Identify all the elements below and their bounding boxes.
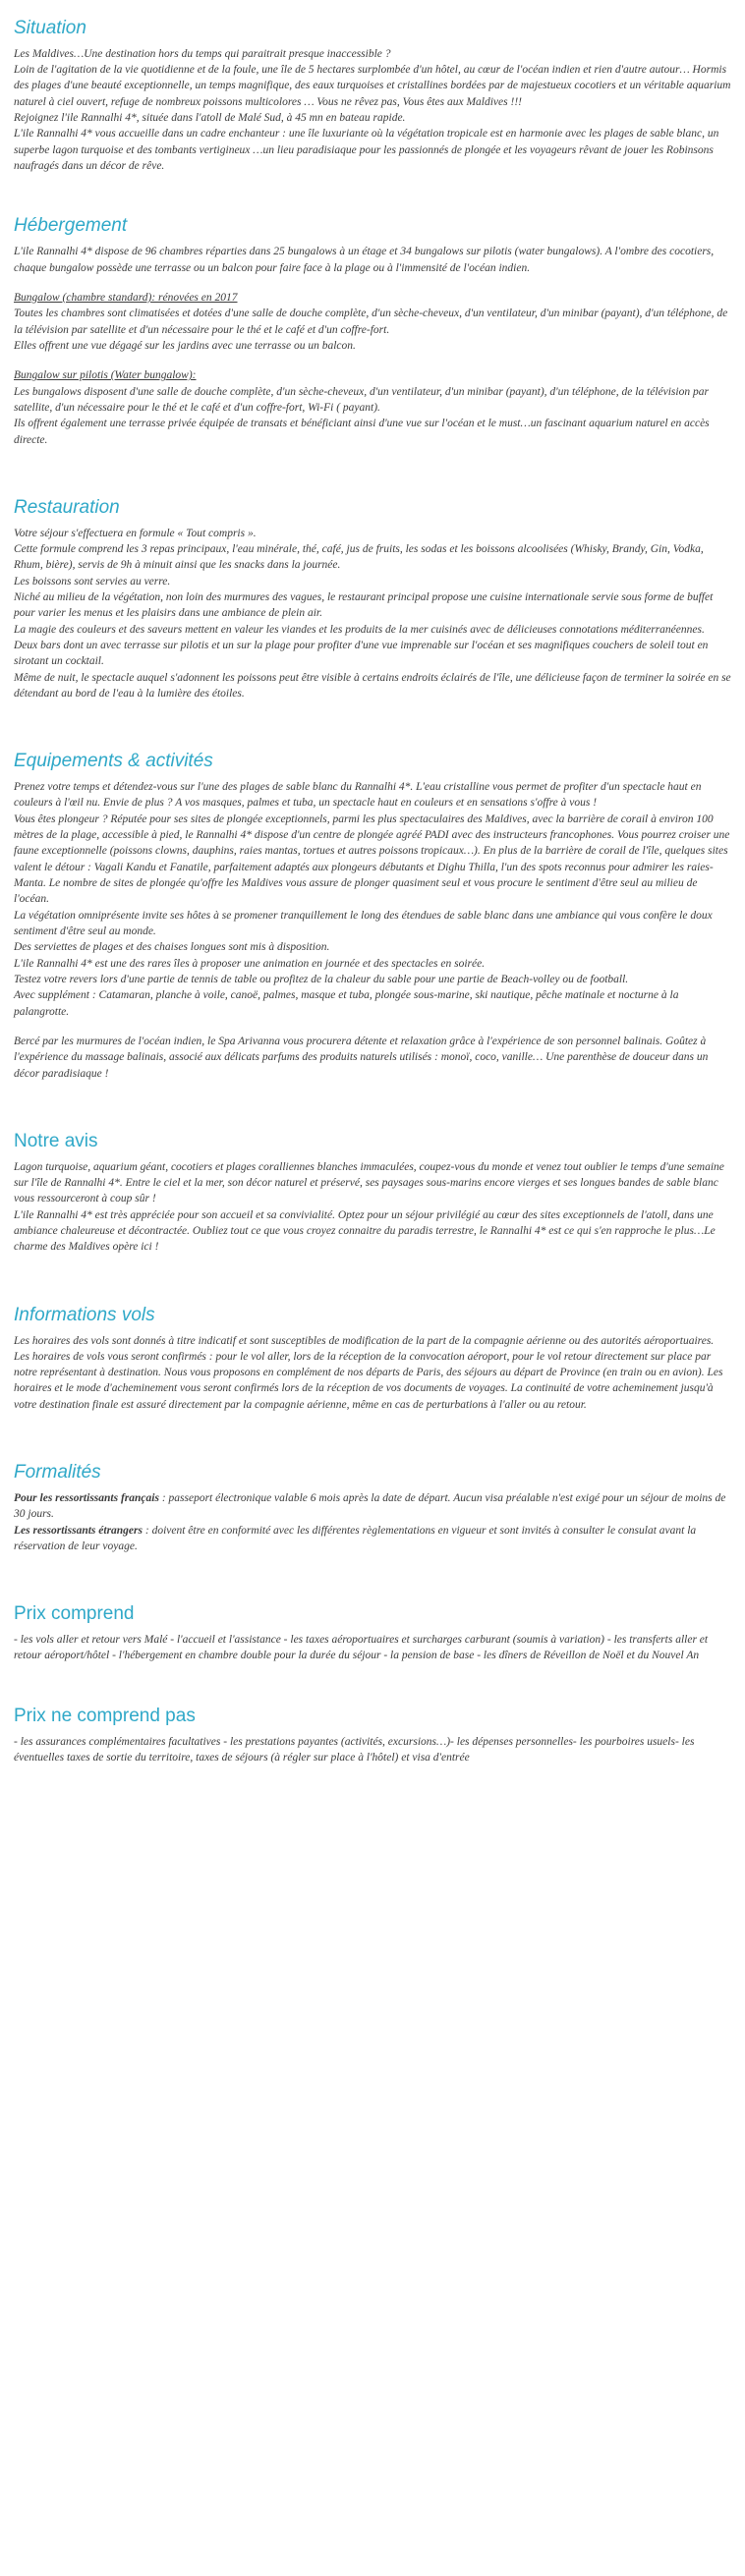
paragraph: La végétation omniprésente invite ses hôtes à se promener tranquillement le long des étendues de sable blanc dans une ambiance qui vous confère le doux sentiment d'être seul au monde. [14, 909, 713, 937]
section-title-prix-comprend: Prix comprend [14, 1603, 135, 1625]
section-title-hebergement: Hébergement [14, 215, 128, 237]
spacer [14, 354, 731, 367]
spacer [14, 276, 731, 290]
paragraph: L'ile Rannalhi 4* est une des rares îles à proposer une animation en journée et des spectacles en soirée. [14, 957, 486, 970]
spacer [14, 1432, 731, 1462]
paragraph: L'ile Rannalhi 4* dispose de 96 chambres réparties dans 25 bungalows à un étage et 34 bungalows sur pilotis (water bungalows). A l'ombre des cocotiers, chaque bungalow possède une terrasse ou un balcon pour faire face à la plage ou à l'immensité de l'océan indien. [14, 246, 715, 274]
paragraph: Bercé par les murmures de l'océan indien, le Spa Arivanna vous procurera détente et relaxation grâce à l'expérience de son personnel balinais. Goûtez à l'expérience du massage balinais, associé aux délicats parfums des produits naturels utilisés : monoï, coco, vanille… Une parenthèse de douceur dans un décor paradisiaque ! [14, 1035, 709, 1080]
paragraph: L'ile Rannalhi 4* est très appréciée pour son accueil et sa convivialité. Optez pour un séjour privilégié au cœur des sites exceptionnels de l'atoll, dans une ambiance chaleureuse et décontractée. Oubliez tout ce que vous croyez connaitre du paradis terrestre, le Rannalhi 4* est ce qui s'en rapproche le plus…Le charme des Maldives opère ici ! [14, 1208, 716, 1254]
section-notre-avis [14, 1131, 731, 1256]
spacer [14, 194, 731, 215]
paragraph: Ils offrent également une terrasse privée équipée de transats et bénéficiant ainsi d'une vue sur l'océan et le must…un fascinant aquarium naturel en accès directe. [14, 418, 710, 446]
paragraph: Les horaires des vols sont donnés à titre indicatif et sont susceptibles de modification de la part de la compagnie aérienne ou des autorités aéroportuaires. Les horaires de vols vous seront confirmés : pour le vol aller, lors de la réception de la convocation aéroport, pour le vol retour directement sur place par notre représentant à destination. Nous vous proposons en complément de nos départs de Paris, des séjours au départ de Province (en train ou en avion). Les horaires et le mode d'acheminement vous seront confirmés lors de la réception de vos documents de voyages. La continuité de votre acheminement jusqu'à votre destination finale est assuré directement par la compagnie aérienne, même en cas de perturbations à l'aller ou au retour. [14, 1334, 723, 1411]
subsection-heading-bungalow-standard: Bungalow (chambre standard): rénovées en 2017 [14, 291, 238, 304]
paragraph: Elles offrent une vue dégagé sur les jardins avec une terrasse ou un balcon. [14, 339, 356, 352]
paragraph: Les bungalows disposent d'une salle de douche complète, d'un sèche-cheveux, d'un ventilateur, d'un minibar (payant), d'un téléphone, de la télévision par satellite, d'un nécessaire pour le thé et le café et d'un coffre-fort, Wi-Fi ( payant). [14, 385, 709, 414]
paragraph: Deux bars dont un avec terrasse sur pilotis et un sur la plage pour profiter d'une vue imprenable sur l'océan et ses magnifiques couchers de soleil tout en sirotant un cocktail. [14, 639, 709, 668]
section-informations-vols [14, 1305, 731, 1413]
spacer [14, 1101, 731, 1131]
paragraph: Pour les ressortissants français : passeport électronique valable 6 mois après la date de départ. Aucun visa préalable n'est exigé pour un séjour de moins de 30 jours. [14, 1491, 726, 1521]
section-title-prix-ne-comprend-pas: Prix ne comprend pas [14, 1705, 196, 1726]
section-title-restauration: Restauration [14, 496, 120, 518]
spacer [14, 721, 731, 751]
spacer [14, 1574, 731, 1603]
paragraph: Les boissons sont servies au verre. [14, 575, 171, 588]
spacer [14, 1020, 731, 1034]
section-title-formalites: Formalités [14, 1462, 101, 1484]
paragraph: Toutes les chambres sont climatisées et dotées d'une salle de douche complète, d'un sèche-cheveux, d'un ventilateur, d'un minibar (payant), d'un téléphone, de la télévision par satellite et d'un nécessaire pour le thé et le café et d'un coffre-fort. [14, 308, 728, 336]
section-title-notre-avis: Notre avis [14, 1130, 98, 1151]
paragraph: Avec supplément : Catamaran, planche à voile, canoë, palmes, masque et tuba, plongée sous-marine, ski nautique, pêche matinale et nocturne à la palangrotte. [14, 989, 679, 1018]
section-title-equipements: Equipements & activités [14, 751, 213, 772]
section-situation [14, 18, 731, 174]
paragraph: L'ile Rannalhi 4* vous accueille dans un cadre enchanteur : une île luxuriante où la végétation tropicale est en harmonie avec les plages de sable blanc, un superbe lagon turquoise et des tombants vertigineux …un lieu paradisiaque pour les passionnés de plongée et les voyageurs rêvant de jouer les Robinsons naufragés dans un décor de rêve. [14, 128, 719, 173]
paragraph: Testez votre revers lors d'une partie de tennis de table ou profitez de la chaleur du sable pour une partie de Beach-volley ou de football. [14, 973, 629, 985]
paragraph: - les vols aller et retour vers Malé - l'accueil et l'assistance - les taxes aéroportuaires et surcharges carburant (soumis à variation) - les transferts aller et retour aéroport/hôtel - l'hébergement en chambre double pour la durée du séjour - la pension de base - les dîners de Réveillon de Noël et du Nouvel An [14, 1634, 709, 1662]
section-title-informations-vols: Informations vols [14, 1304, 155, 1325]
section-formalites [14, 1462, 731, 1554]
section-title-situation: Situation [14, 18, 86, 38]
spacer [14, 1275, 731, 1305]
section-restauration [14, 497, 731, 701]
paragraph: Les ressortissants étrangers : doivent être en conformité avec les différentes règlementations en vigueur et sont invités à consulter le consulat avant la réservation de leur voyage. [14, 1524, 697, 1552]
paragraph: Lagon turquoise, aquarium géant, cocotiers et plages coralliennes blanches immaculées, coupez-vous du monde et venez tout oublier le temps d'une semaine sur l'île de Rannalhi 4*. Entre le ciel et la mer, son décor naturel et préservé, ses paysages sous-marins encore vierges et ses longues bandes de sable blanc vous ressourceront à coup sûr ! [14, 1160, 724, 1205]
subsection-heading-water-bungalow: Bungalow sur pilotis (Water bungalow): [14, 369, 197, 382]
paragraph: Rejoignez l'ile Rannalhi 4*, située dans l'atoll de Malé Sud, à 45 mn en bateau rapide. [14, 112, 406, 125]
spacer [14, 1684, 731, 1706]
paragraph: Niché au milieu de la végétation, non loin des murmures des vagues, le restaurant principal propose une cuisine internationale servie sous forme de buffet pour varier les menus et les plaisirs dans une ambiance de plein air. [14, 590, 714, 620]
paragraph: Vous êtes plongeur ? Réputée pour ses sites de plongée exceptionnels, parmi les plus spectaculaires des Maldives, avec la barrière de corail à environ 100 mètres de la plage, accessible à pied, le Rannalhi 4* dispose d'un centre de plongée agréé PADI avec des instructeurs francophones. Vous pourrez croiser une faune exceptionnelle (poissons clowns, dauphins, raies mantas, tortues et autres poissons tropicaux…). En plus de la barrière de corail de l'île, quelques sites valent le détour : Vagali Kandu et Fanatile, parfaitement adaptés aux plongeurs débutants et Dighu Thilla, l'un des spots reconnus pour admirer les raies-Manta. Le nombre de sites de plongée qu'offre les Maldives vous assure de plonger quasiment seul et vous procure le sentiment d'être seul au milieu de l'océan. [14, 812, 730, 906]
paragraph: Votre séjour s'effectuera en formule « Tout compris ». [14, 527, 257, 539]
section-prix-ne-comprend-pas [14, 1706, 731, 1765]
paragraph: Les Maldives…Une destination hors du temps qui paraitrait presque inaccessible ? [14, 47, 391, 60]
section-hebergement [14, 215, 731, 447]
spacer [14, 468, 731, 497]
paragraph: Des serviettes de plages et des chaises longues sont mis à disposition. [14, 941, 330, 954]
paragraph: Loin de l'agitation de la vie quotidienne et de la foule, une île de 5 hectares surplombée d'un hôtel, au cœur de l'océan indien et rien d'autre autour… Hormis des plages d'une beauté exceptionnelle, un temps magnifique, des eaux turquoises et cristallines bordées par de majestueux cocotiers et un véritable aquarium naturel à ciel ouvert, refuge de nombreux poissons multicolores … Vous ne rêvez pas, Vous êtes aux Maldives !!! [14, 64, 731, 108]
paragraph: Même de nuit, le spectacle auquel s'adonnent les poissons peut être visible à certains endroits éclairés de l'île, une délicieuse façon de terminer la soirée en se détendant au bord de l'eau à la lumière des étoiles. [14, 671, 731, 700]
paragraph: Prenez votre temps et détendez-vous sur l'une des plages de sable blanc du Rannalhi 4*. L'eau cristalline vous permet de profiter d'un spectacle haut en couleurs à l'œil nu. Envie de plus ? A vos masques, palmes et tuba, un spectacle haut en couleurs et en sensations s'offre à vous ! [14, 781, 702, 810]
section-equipements [14, 751, 731, 1082]
paragraph: La magie des couleurs et des saveurs mettent en valeur les viandes et les produits de la mer cuisinés avec de délicieuses connotations méditerranéennes. [14, 623, 705, 636]
section-prix-comprend [14, 1603, 731, 1663]
paragraph: Cette formule comprend les 3 repas principaux, l'eau minérale, thé, café, jus de fruits, les sodas et les boissons alcoolisées (Whisky, Brandy, Gin, Vodka, Rhum, bière), servis de 9h à minuit ainsi que les snacks dans la journée. [14, 542, 704, 572]
paragraph: - les assurances complémentaires facultatives - les prestations payantes (activités, excursions…)- les dépenses personnelles- les pourboires usuels- les éventuelles taxes de sortie du territoire, taxes de séjours (à régler sur place à l'hôtel) et visa d'entrée [14, 1735, 695, 1764]
